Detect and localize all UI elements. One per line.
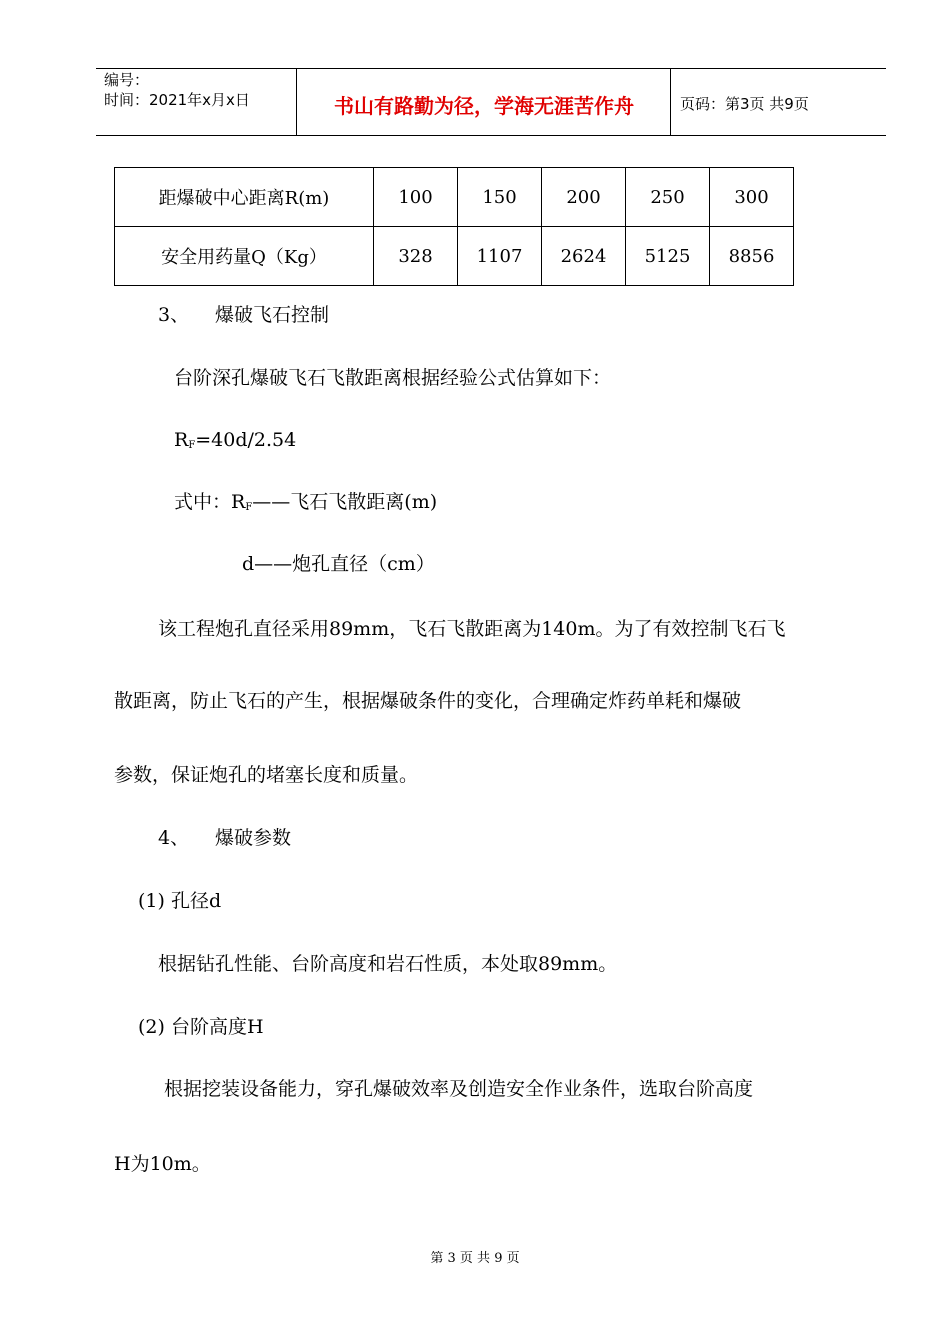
table-cell: 8856 xyxy=(710,227,794,286)
footer-page-number: 第 3 页 共 9 页 xyxy=(430,1251,520,1266)
table-cell: 5125 xyxy=(626,227,710,286)
header-divider-left xyxy=(296,68,297,136)
table-cell: 100 xyxy=(374,168,458,227)
table-row xyxy=(115,227,794,286)
header-page-info: 页码：第3页 共9页 xyxy=(680,95,809,113)
header-meta xyxy=(104,70,294,110)
section-4-title: 爆破参数 xyxy=(215,827,292,849)
item-1-heading: (1) 孔径d xyxy=(138,890,222,912)
item-1-text: 根据钻孔性能、台阶高度和岩石性质，本处取89mm。 xyxy=(158,953,618,975)
section-3-title: 爆破飞石控制 xyxy=(215,304,330,326)
table-cell-label: 距爆破中心距离R(m) xyxy=(115,168,374,227)
paragraph-flyrock-intro: 台阶深孔爆破飞石飞散距离根据经验公式估算如下： xyxy=(174,367,612,389)
header-time: 时间：2021年x月x日 xyxy=(104,91,250,109)
paragraph-line: 散距离，防止飞石的产生，根据爆破条件的变化，合理确定炸药单耗和爆破 xyxy=(114,690,742,712)
formula-definition-d: d——炮孔直径（cm） xyxy=(242,553,435,575)
table-cell: 328 xyxy=(374,227,458,286)
where-rest: ——飞石飞散距离(m) xyxy=(252,491,438,513)
table-cell: 250 xyxy=(626,168,710,227)
table-cell: 200 xyxy=(542,168,626,227)
paragraph-line: H为10m。 xyxy=(114,1153,211,1175)
section-4-number: 4、 xyxy=(158,827,190,849)
paragraph-line: 该工程炮孔直径采用89mm，飞石飞散距离为140m。为了有效控制飞石飞 xyxy=(158,618,786,640)
where-r: R xyxy=(231,491,246,513)
header-top-rule xyxy=(96,68,886,69)
blast-safety-table xyxy=(114,167,794,286)
formula-rest: =40d/2.54 xyxy=(195,429,297,451)
section-3-number: 3、 xyxy=(158,304,190,326)
header-motto: 书山有路勤为径，学海无涯苦作舟 xyxy=(334,94,634,118)
header-code: 编号： xyxy=(104,71,150,89)
paragraph-line: 根据挖装设备能力，穿孔爆破效率及创造安全作业条件，选取台阶高度 xyxy=(164,1078,754,1100)
where-label: 式中： xyxy=(174,491,232,513)
header-bottom-rule xyxy=(96,135,886,136)
where-subscript: F xyxy=(245,502,253,513)
paragraph-line: 参数，保证炮孔的堵塞长度和质量。 xyxy=(114,764,419,786)
formula-r: R xyxy=(174,429,189,451)
table-row xyxy=(115,168,794,227)
formula-subscript: F xyxy=(188,440,196,451)
table-cell-label: 安全用药量Q（Kg） xyxy=(115,227,374,286)
table-cell: 300 xyxy=(710,168,794,227)
table-cell: 2624 xyxy=(542,227,626,286)
table-cell: 150 xyxy=(458,168,542,227)
formula xyxy=(174,428,296,458)
item-2-heading: (2) 台阶高度H xyxy=(138,1016,264,1038)
formula-definition-rf xyxy=(174,490,437,520)
header-divider-right xyxy=(670,68,671,136)
table-cell: 1107 xyxy=(458,227,542,286)
